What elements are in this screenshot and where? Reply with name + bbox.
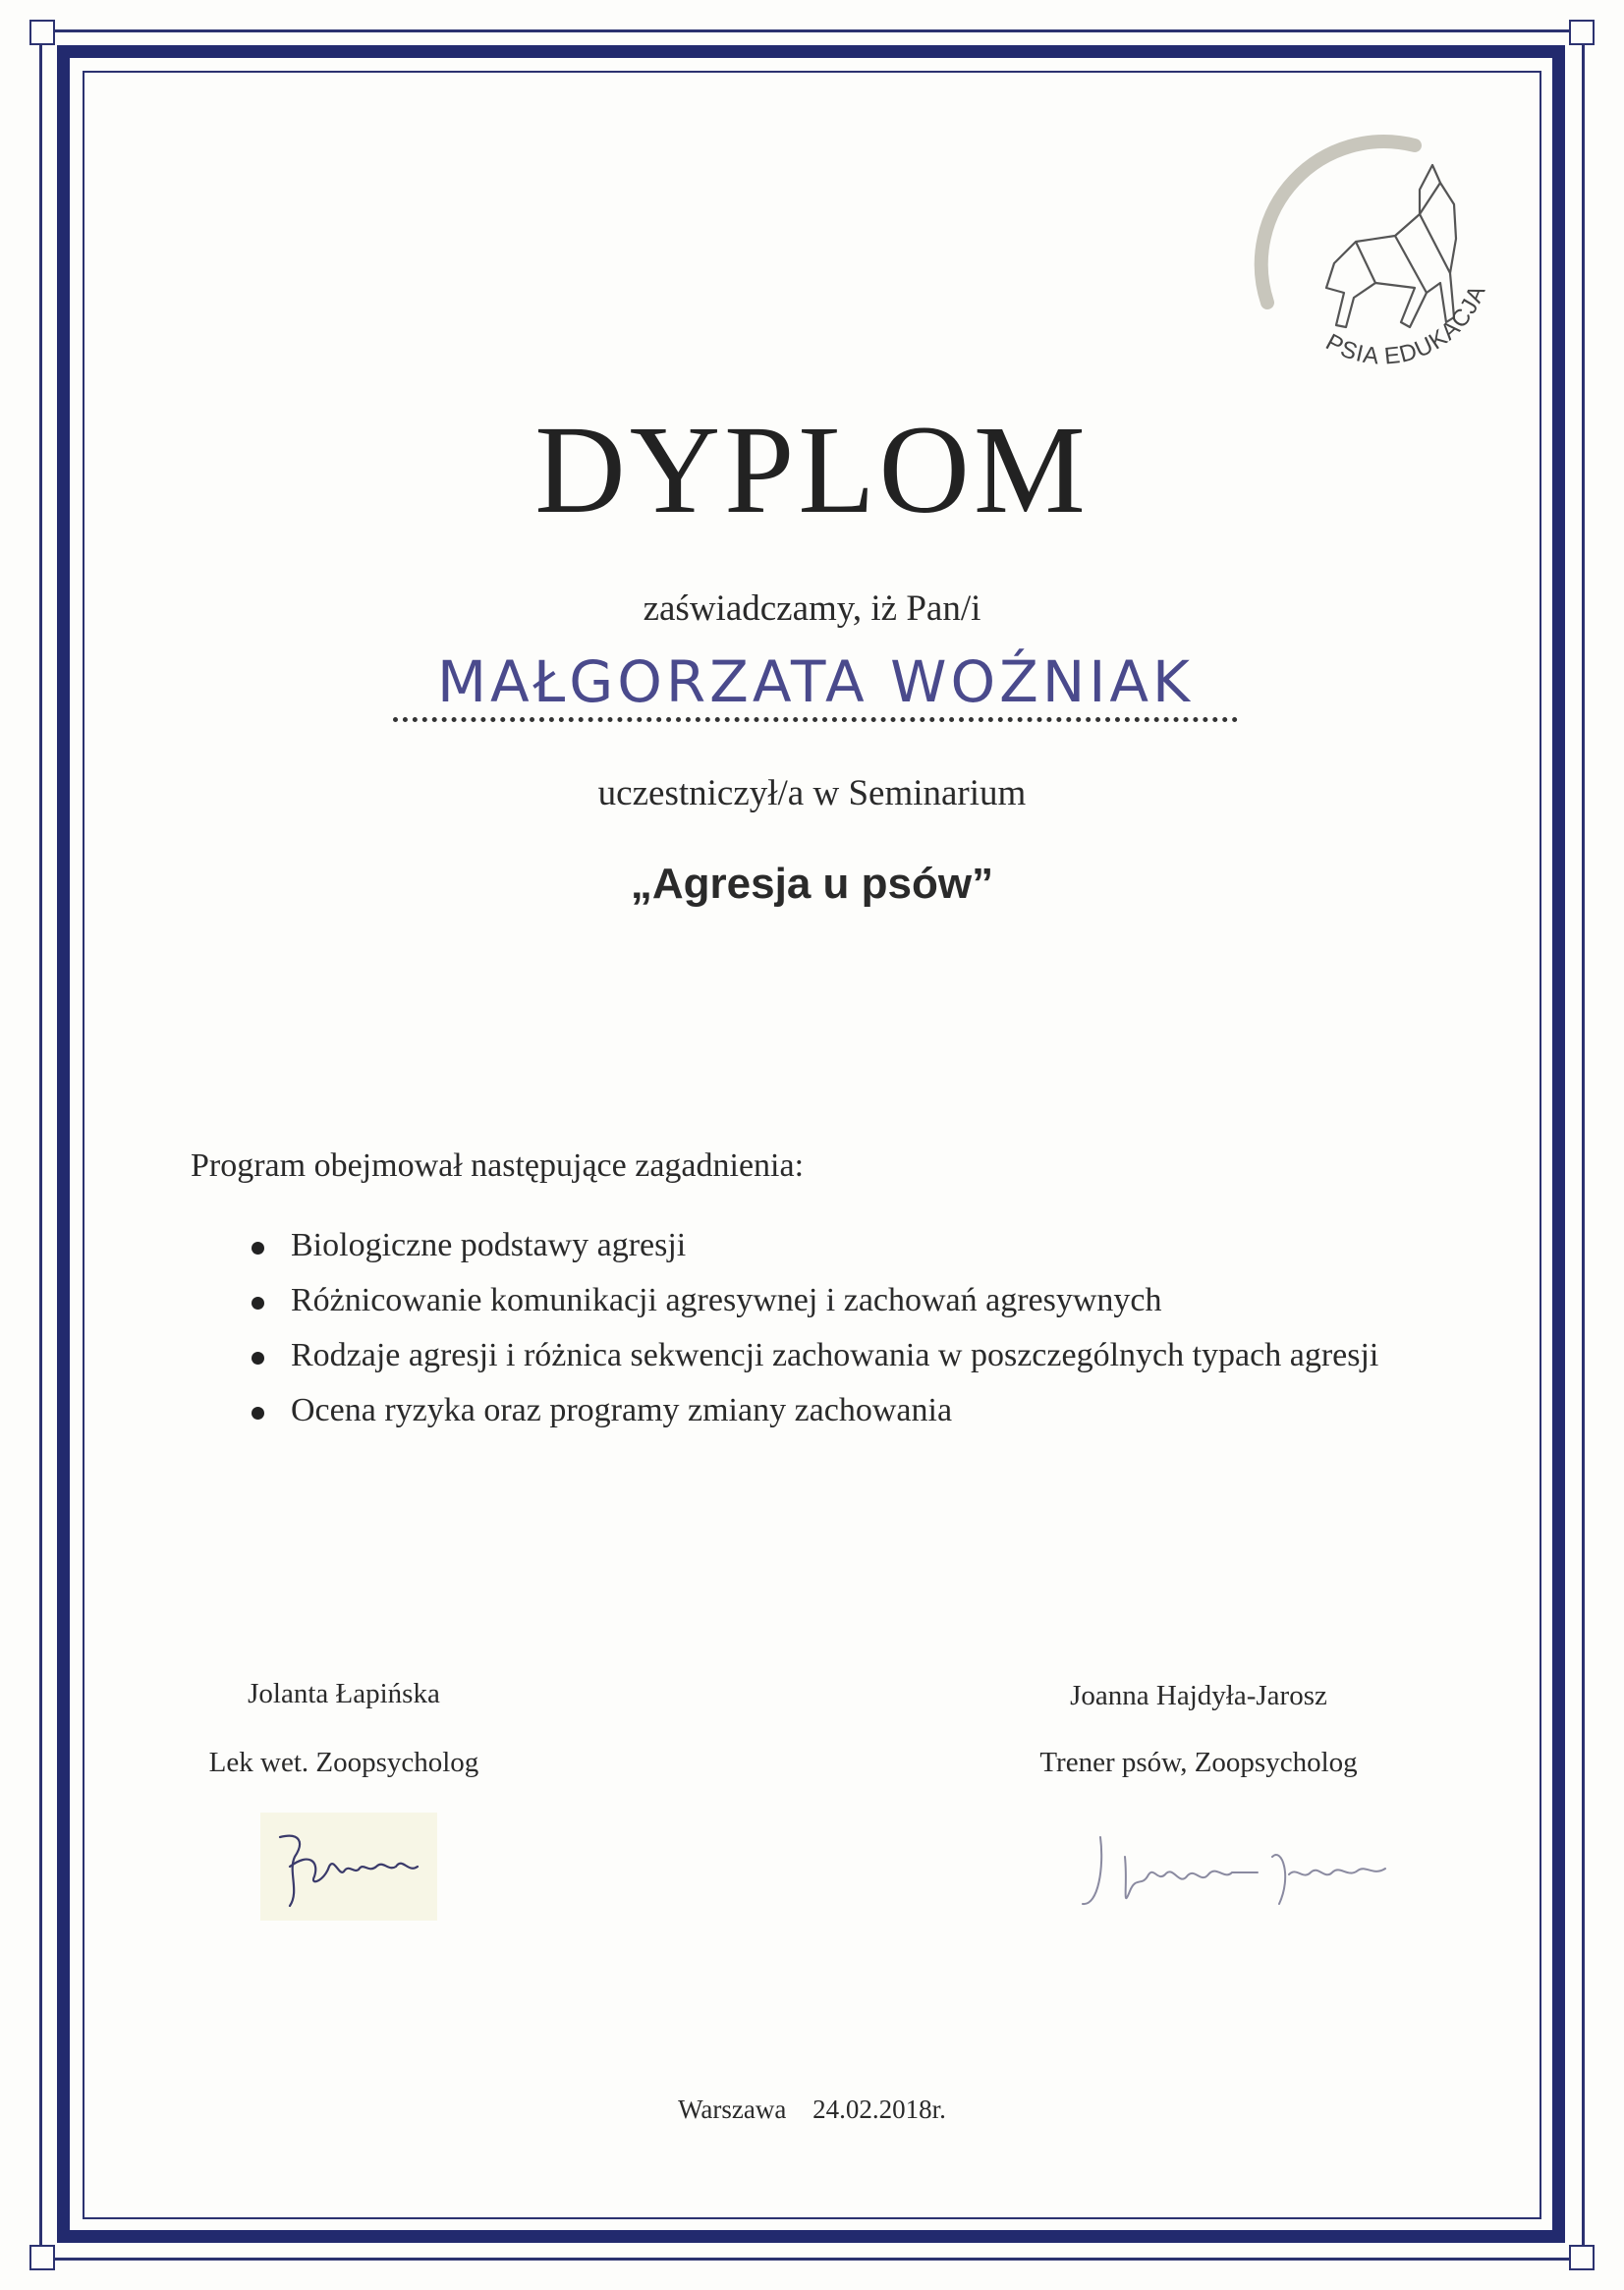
participated-text: uczestniczył/a w Seminarium bbox=[597, 773, 1027, 813]
certify-text: zaświadczamy, iż Pan/i bbox=[643, 588, 981, 629]
bullet-icon bbox=[252, 1297, 264, 1310]
signature-1 bbox=[260, 1813, 437, 1921]
list-item bbox=[252, 1334, 1411, 1377]
place: Warszawa bbox=[678, 2095, 787, 2124]
signatory-2-role: Trener psów, Zoopsycholog bbox=[1039, 1747, 1358, 1778]
list-item bbox=[252, 1389, 1411, 1432]
signature-2 bbox=[1071, 1817, 1405, 1926]
document-title: DYPLOM bbox=[534, 400, 1090, 539]
signatory-1-name: Jolanta Łapińska bbox=[248, 1678, 440, 1709]
bullet-icon bbox=[252, 1407, 264, 1420]
topic-list bbox=[252, 1224, 1411, 1444]
howling-dog-logo bbox=[1208, 116, 1503, 411]
signatory-2-name: Joanna Hajdyła-Jarosz bbox=[1070, 1680, 1327, 1711]
bullet-icon bbox=[252, 1352, 264, 1365]
frame-corner bbox=[29, 2245, 55, 2270]
list-item bbox=[252, 1279, 1411, 1322]
signatory-1-role: Lek wet. Zoopsycholog bbox=[208, 1747, 479, 1778]
frame-corner bbox=[1569, 2245, 1595, 2270]
topic-text: Różnicowanie komunikacji agresywnej i zachowań agresywnych bbox=[291, 1282, 1162, 1318]
seminar-title: „Agresja u psów” bbox=[630, 860, 994, 908]
date: 24.02.2018r. bbox=[812, 2095, 946, 2124]
place-and-date bbox=[0, 2095, 1624, 2125]
bullet-icon bbox=[252, 1242, 264, 1255]
recipient-name: MAŁGORZATA WOŹNIAK bbox=[436, 648, 1195, 715]
frame-corner bbox=[29, 20, 55, 45]
topic-text: Biologiczne podstawy agresji bbox=[291, 1227, 687, 1263]
frame-corner bbox=[1569, 20, 1595, 45]
topic-text: Ocena ryzyka oraz programy zmiany zachowania bbox=[291, 1392, 953, 1428]
logo-text: PSIA EDUKACJA bbox=[1320, 281, 1491, 370]
program-intro: Program obejmował następujące zagadnienia: bbox=[191, 1147, 805, 1184]
topic-text: Rodzaje agresji i różnica sekwencji zachowania w poszczególnych typach agresji bbox=[291, 1337, 1379, 1373]
name-dotted-line bbox=[393, 699, 1238, 722]
list-item bbox=[252, 1224, 1411, 1267]
